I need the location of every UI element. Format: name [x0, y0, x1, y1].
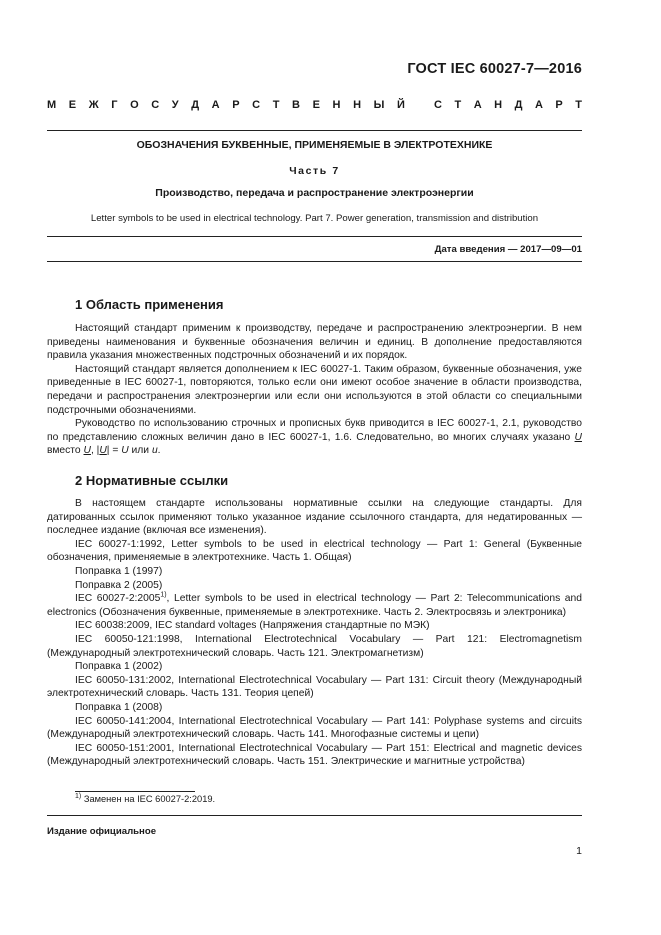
paragraph: Настоящий стандарт является дополнением к IEC 60027-1. Таким образом, буквенные обозначения, уже приведенные в IEC 60027-1, повторяются, только если они имеют особое значение в области производства, передачи и распространения электроэнергии или если они используются в этой области со специальными подстрочными обозначениями.: [47, 363, 582, 416]
quantity-symbol: u: [151, 445, 158, 457]
text-run: , |: [90, 445, 100, 457]
paragraph: [47, 417, 582, 458]
english-title: Letter symbols to be used in electrical technology. Part 7. Power generation, transmission and distribution: [90, 213, 539, 224]
section-1-body: [47, 322, 582, 458]
banner-letter: С: [252, 99, 261, 111]
banner-letter: Е: [312, 99, 320, 111]
reference-item: [47, 592, 582, 619]
complex-quantity-symbol: U: [83, 445, 91, 457]
banner-letter: Т: [575, 99, 582, 111]
banner-letter: Д: [191, 99, 200, 111]
banner-letter: Т: [454, 99, 462, 111]
section-2-body: [47, 497, 582, 769]
banner-letter: Ы: [373, 99, 385, 111]
text-run: вместо: [47, 445, 81, 457]
document-subtitle: Производство, передача и распространение электроэнергии: [155, 187, 474, 199]
banner-letter: Н: [494, 99, 503, 111]
banner-letter: А: [473, 99, 482, 111]
page-number: 1: [576, 845, 582, 857]
amendment-item: Поправка 1 (1997): [75, 565, 163, 577]
banner-letter: С: [151, 99, 160, 111]
text-run: Руководство по использованию строчных и прописных букв приводится в IEC 60027-1, 2.1, руководство по представлению сложных величин дано в IEC 60027-1, 1.6. Следовательно, во многих случаях указано: [47, 418, 582, 443]
banner-letter: Г: [111, 99, 118, 111]
reference-item: IEC 60050-141:2004, International Electrotechnical Vocabulary — Part 141: Polyphase systems and circuits (Международный электротехнический словарь. Часть 141. Многофазные системы и цепи): [47, 715, 582, 741]
banner-letter: О: [130, 99, 139, 111]
complex-quantity-symbol: U: [574, 431, 582, 443]
header-divider: [47, 130, 582, 131]
banner-letter: Т: [272, 99, 280, 111]
banner-letter: Д: [514, 99, 523, 111]
reference-item: IEC 60050-121:1998, International Electrotechnical Vocabulary — Part 121: Electromagnetism (Международный электротехнический словарь. Часть 121. Электромагнетизм): [47, 633, 582, 659]
title-divider: [47, 236, 582, 237]
reference-item: IEC 60050-131:2002, International Electrotechnical Vocabulary — Part 131: Circuit theory (Международный электротехнический словарь. Часть 131. Теория цепей): [47, 674, 582, 700]
footnote: [75, 794, 215, 804]
banner-letter: А: [211, 99, 220, 111]
document-title: ОБОЗНАЧЕНИЯ БУКВЕННЫЕ, ПРИМЕНЯЕМЫЕ В ЭЛЕКТРОТЕХНИКЕ: [136, 139, 493, 151]
interstate-standard-banner: [47, 99, 582, 111]
document-code: ГОСТ IEC 60027-7—2016: [407, 61, 582, 77]
part-label: Часть 7: [289, 165, 340, 177]
amendment-item: Поправка 2 (2005): [75, 579, 163, 591]
footnote-mark: 1): [75, 792, 82, 800]
banner-letter: А: [534, 99, 543, 111]
section-1-heading: 1 Область применения: [75, 297, 224, 312]
date-divider: [47, 261, 582, 262]
text-run: , Letter symbols to be used in electrical technology — Part 2: Telecommunications and electronics (Обозначения буквенные, применяемые в электротехнике. Часть 2. Электросвязь и электроника): [47, 593, 582, 618]
banner-letter: Н: [332, 99, 341, 111]
text-run: .: [157, 445, 161, 457]
reference-item: IEC 60050-151:2001, International Electrotechnical Vocabulary — Part 151: Electrical and magnetic devices (Международный электротехнический словарь. Часть 151. Электрические и магнитные устройства): [47, 742, 582, 768]
banner-letter: В: [292, 99, 300, 111]
complex-quantity-symbol: U: [99, 445, 107, 457]
banner-letter: У: [171, 99, 179, 111]
interstate-word: [47, 99, 405, 111]
quantity-symbol: U: [121, 445, 129, 457]
footer-divider: [47, 815, 582, 816]
paragraph: В настоящем стандарте использованы нормативные ссылки на следующие стандарты. Для датированных ссылок применяют только указанное издание ссылочного стандарта, для недатированных — последнее издание (включая все изменения).: [47, 498, 582, 537]
edition-label: Издание официальное: [47, 826, 157, 837]
standard-word: [434, 99, 582, 111]
banner-letter: Р: [232, 99, 240, 111]
banner-letter: С: [434, 99, 442, 111]
banner-letter: Р: [555, 99, 563, 111]
banner-letter: Й: [396, 99, 405, 111]
text-run: или: [131, 445, 150, 457]
paragraph: Настоящий стандарт применим к производству, передаче и распространению электроэнергии. В нем приведены наименования и буквенные обозначения величин и единиц. В дополнение предоставляются правила указания множественных подстрочных обозначений и их порядок.: [47, 323, 582, 362]
footnote-divider: [75, 791, 195, 792]
footnote-ref[interactable]: 1): [160, 591, 167, 599]
banner-letter: Ж: [88, 99, 99, 111]
banner-letter: Е: [68, 99, 77, 111]
text-run: | =: [106, 445, 119, 457]
amendment-item: Поправка 1 (2002): [75, 661, 163, 673]
footnote-text: Заменен на IEC 60027-2:2019.: [83, 794, 216, 804]
banner-letter: Н: [353, 99, 362, 111]
amendment-item: Поправка 1 (2008): [75, 701, 163, 713]
banner-letter: М: [47, 99, 57, 111]
text-run: IEC 60027-2:2005: [75, 593, 161, 605]
reference-item: IEC 60038:2009, IEC standard voltages (Напряжения стандартные по МЭК): [75, 620, 430, 632]
reference-item: IEC 60027-1:1992, Letter symbols to be used in electrical technology — Part 1: General (Буквенные обозначения, применяемые в электротехнике. Часть 1. Общая): [47, 538, 582, 564]
section-2-heading: 2 Нормативные ссылки: [75, 473, 229, 488]
introduction-date: Дата введения — 2017—09—01: [434, 244, 582, 255]
